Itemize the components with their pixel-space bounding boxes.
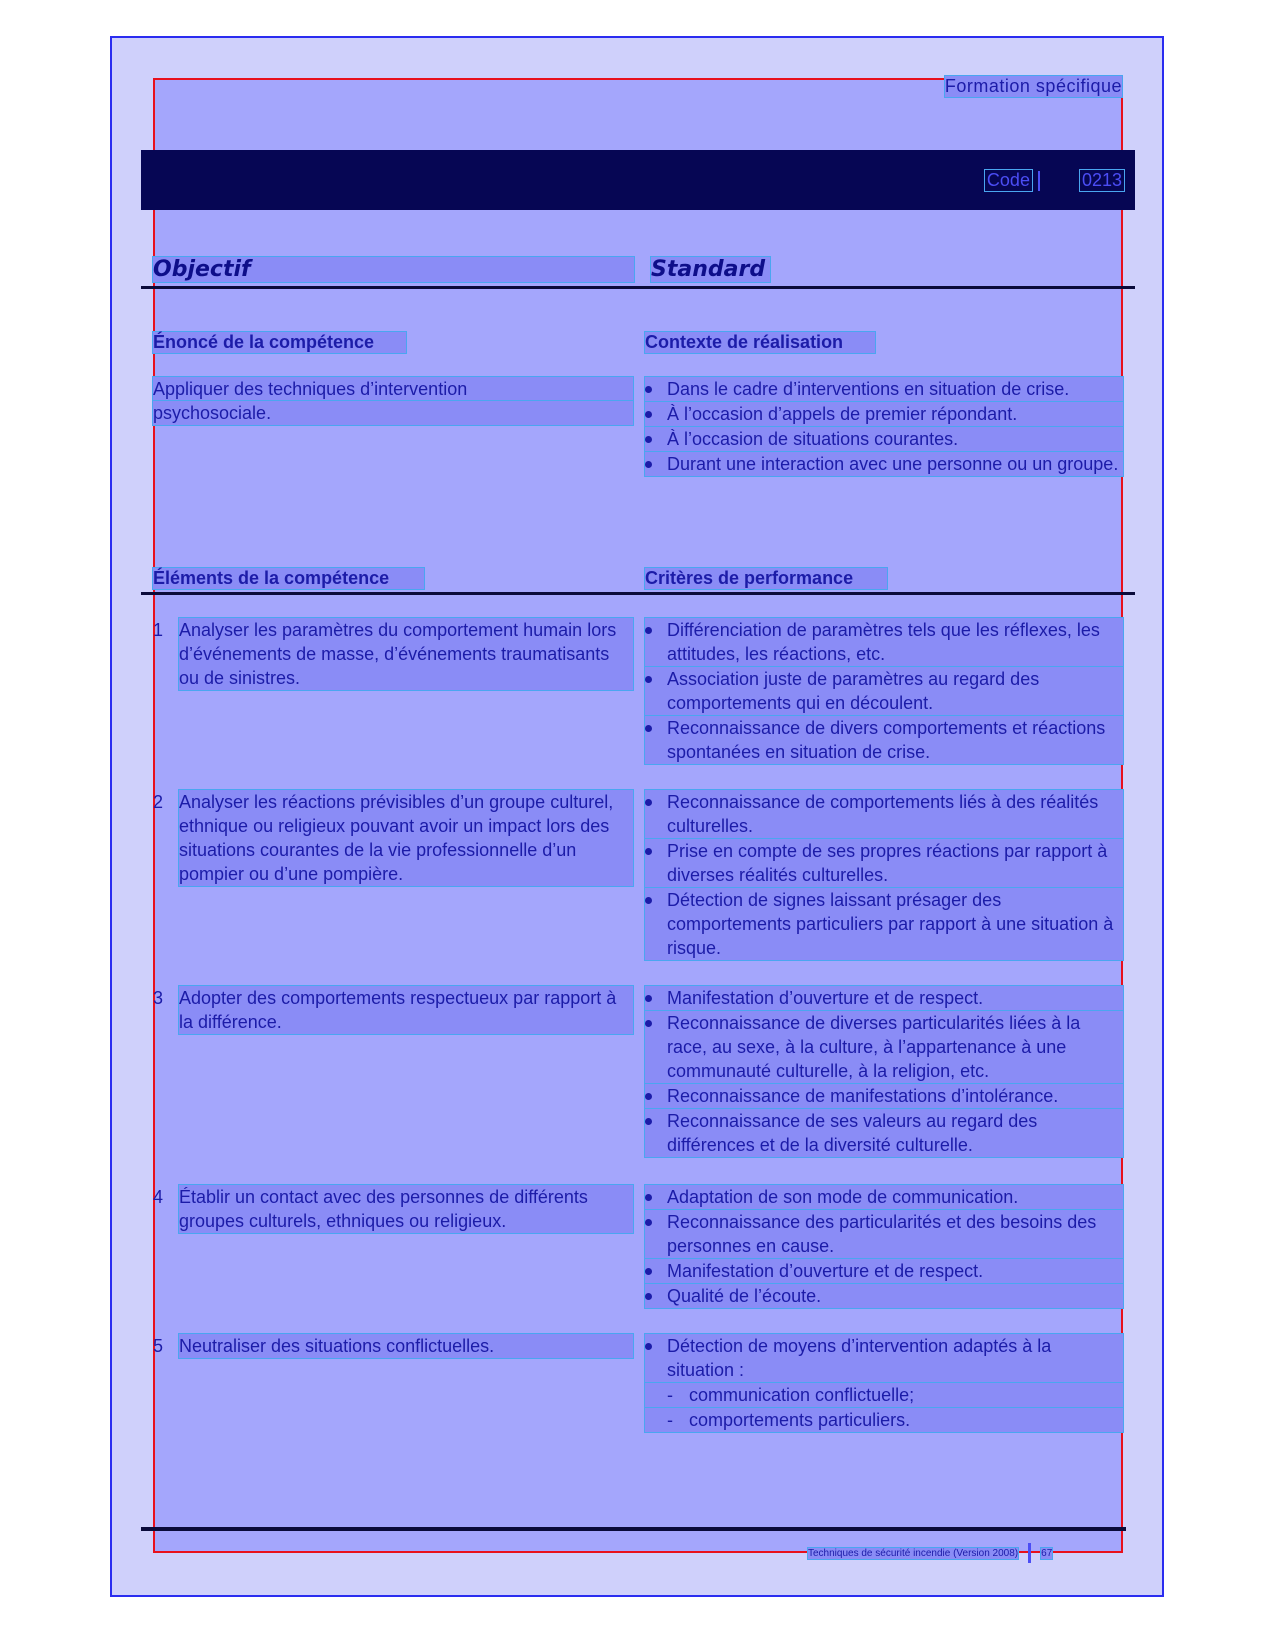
- list-item: Manifestation d’ouverture et de respect.: [645, 986, 1123, 1010]
- list-item: Prise en compte de ses propres réactions par rapport à diverses réalités culturelles.: [645, 839, 1123, 887]
- list-item: Adaptation de son mode de communication.: [645, 1185, 1123, 1209]
- enonce-text: [153, 377, 633, 425]
- page-footer: [808, 1543, 1052, 1563]
- sub-list-item: - communication conflictuelle;: [645, 1383, 1123, 1407]
- footer-divider: [141, 1527, 1126, 1531]
- footer-text: Techniques de sécurité incendie (Version 2008): [808, 1547, 1019, 1559]
- contexte-list: [645, 377, 1123, 477]
- element-text: Analyser les paramètres du comportement humain lors d’événements de masse, d’événements traumatisants ou de sinistres.: [179, 618, 633, 690]
- sub-list-item: - comportements particuliers.: [645, 1408, 1123, 1432]
- criteria-1: [645, 618, 1123, 765]
- element-number: 5: [153, 1336, 164, 1356]
- list-item: Manifestation d’ouverture et de respect.: [645, 1259, 1123, 1283]
- element-text: Établir un contact avec des personnes de différents groupes culturels, ethniques ou religieux.: [179, 1185, 633, 1233]
- list-item: Durant une interaction avec une personne ou un groupe.: [645, 452, 1123, 476]
- enonce-line: Appliquer des techniques d’intervention: [153, 377, 633, 401]
- element-1: [153, 618, 633, 690]
- element-text: Adopter des comportements respectueux par rapport à la différence.: [179, 986, 633, 1034]
- criteria-5: [645, 1334, 1123, 1433]
- list-item: À l’occasion d’appels de premier répondant.: [645, 402, 1123, 426]
- list-item: Différenciation de paramètres tels que les réflexes, les attitudes, les réactions, etc.: [645, 618, 1123, 666]
- list-item: À l’occasion de situations courantes.: [645, 427, 1123, 451]
- element-text: Analyser les réactions prévisibles d’un groupe culturel, ethnique ou religieux pouvant avoir un impact lors des situations courantes de la vie professionnelle d’un pompier ou d’une pompière.: [179, 790, 633, 886]
- columns-divider: [141, 286, 1135, 289]
- code-separator: [1038, 171, 1040, 191]
- criteres-heading: Critères de performance: [645, 568, 887, 589]
- element-number: 4: [153, 1187, 164, 1207]
- enonce-line: psychosociale.: [153, 401, 633, 425]
- code-label: Code: [986, 170, 1030, 190]
- list-item: Association juste de paramètres au regard des comportements qui en découlent.: [645, 667, 1123, 715]
- element-number: 1: [153, 620, 164, 640]
- list-item: Dans le cadre d’interventions en situation de crise.: [645, 377, 1123, 401]
- objectif-heading: Objectif: [153, 257, 634, 282]
- program-label: Formation spécifique: [944, 76, 1122, 96]
- list-item: Qualité de l’écoute.: [645, 1284, 1123, 1308]
- criteria-3: [645, 986, 1123, 1158]
- list-item: Détection de signes laissant présager des comportements particuliers par rapport à une situation à risque.: [645, 888, 1123, 960]
- enonce-heading: Énoncé de la compétence: [153, 332, 406, 353]
- list-item: Reconnaissance de manifestations d’intolérance.: [645, 1084, 1123, 1108]
- elements-heading: Éléments de la compétence: [153, 568, 424, 589]
- criteria-2: [645, 790, 1123, 961]
- list-item: Reconnaissance de divers comportements et réactions spontanées en situation de crise.: [645, 716, 1123, 764]
- element-3: [153, 986, 633, 1034]
- list-item: Reconnaissance de diverses particularités liées à la race, au sexe, à la culture, à l’appartenance à une communauté culturelle, à la religion, etc.: [645, 1011, 1123, 1083]
- list-item: Reconnaissance des particularités et des besoins des personnes en cause.: [645, 1210, 1123, 1258]
- element-4: [153, 1185, 633, 1233]
- element-text: Neutraliser des situations conflictuelles.: [179, 1334, 633, 1358]
- element-number: 2: [153, 792, 164, 812]
- contexte-heading: Contexte de réalisation: [645, 332, 875, 353]
- list-item: Détection de moyens d’intervention adaptés à la situation :: [645, 1334, 1123, 1382]
- element-5: [153, 1334, 633, 1358]
- code-value: 0213: [1081, 170, 1122, 190]
- code-box: [985, 170, 1124, 191]
- element-number: 3: [153, 988, 164, 1008]
- standard-heading: Standard: [651, 257, 770, 282]
- page-number: 67: [1041, 1547, 1053, 1559]
- list-item: Reconnaissance de comportements liés à des réalités culturelles.: [645, 790, 1123, 838]
- footer-separator: [1028, 1543, 1031, 1563]
- criteria-4: [645, 1185, 1123, 1309]
- elements-divider: [141, 592, 1135, 595]
- list-item: Reconnaissance de ses valeurs au regard des différences et de la diversité culturelle.: [645, 1109, 1123, 1157]
- element-2: [153, 790, 633, 886]
